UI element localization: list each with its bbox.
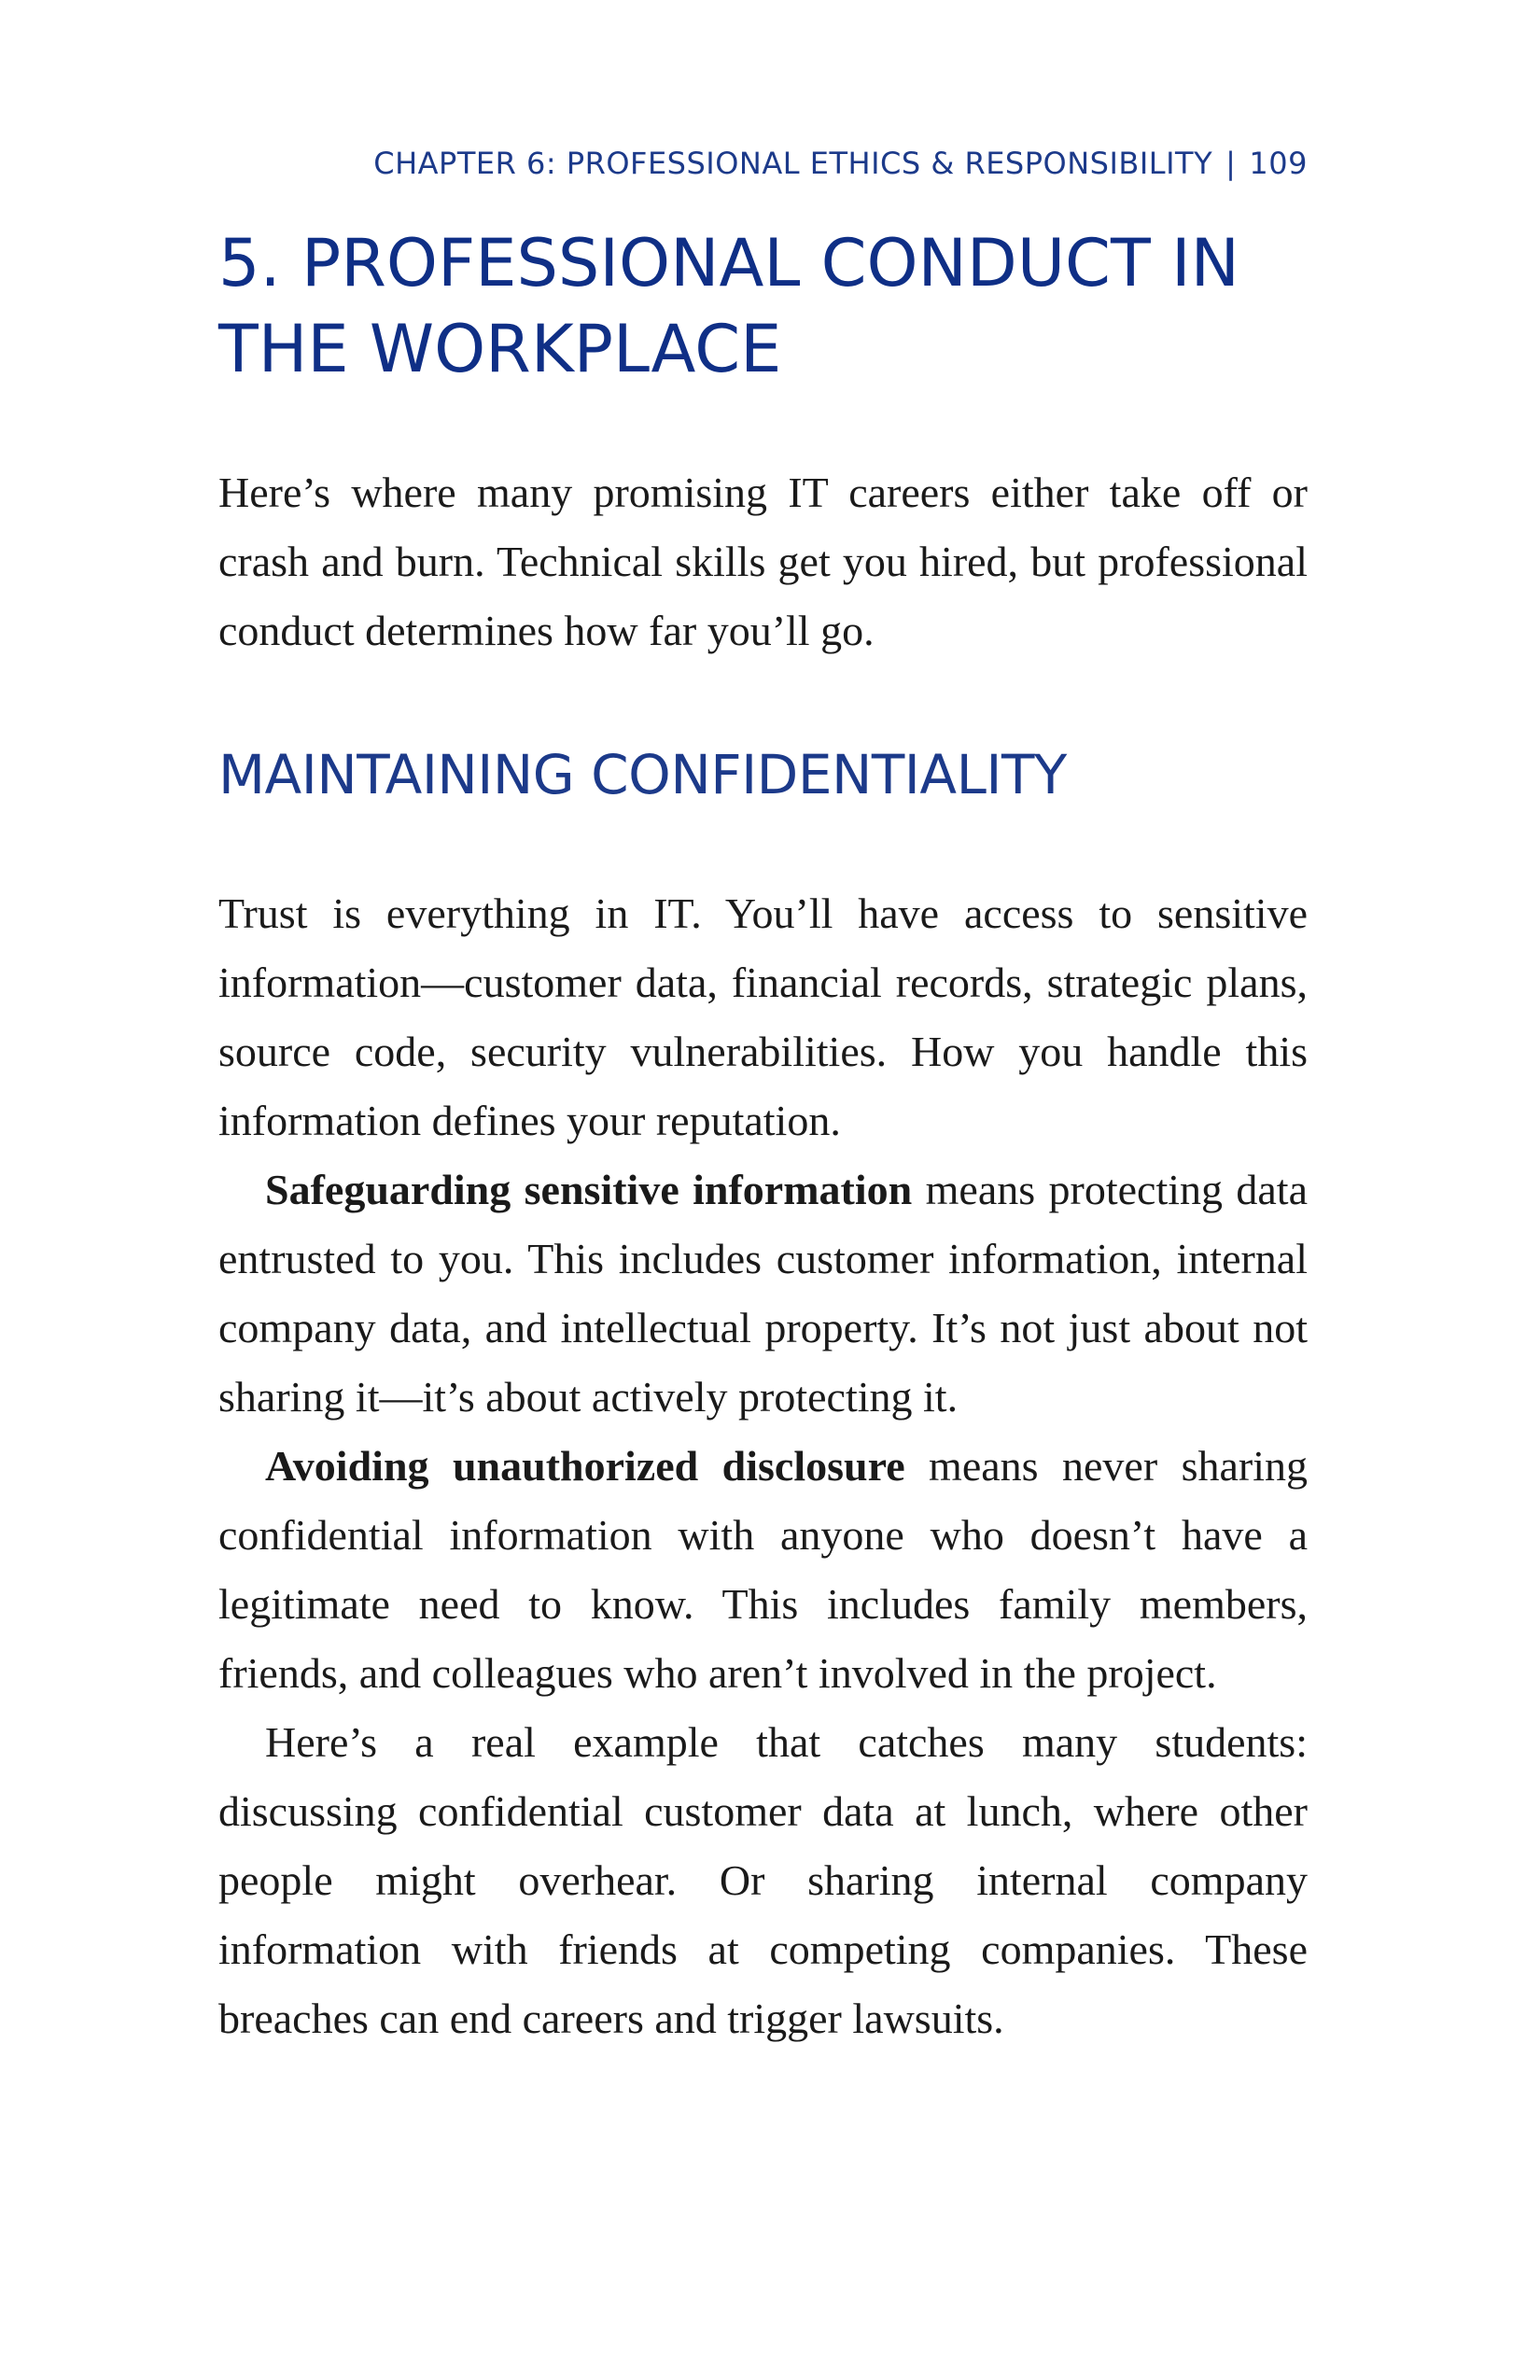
confidentiality-paragraph-4: Here’s a real example that catches many students: discussing confidential customer data at lunch, where other people might overhear. Or sharing internal company information with friends at competing companies. These breaches can end careers and trigger lawsuits. bbox=[218, 1718, 1308, 2042]
confidentiality-paragraph-2 bbox=[218, 1155, 1308, 1432]
chapter-title: 5. PROFESSIONAL CONDUCT IN THE WORKPLACE bbox=[218, 225, 1239, 387]
running-header-separator: | bbox=[1225, 146, 1237, 181]
confidentiality-paragraph-3 bbox=[218, 1432, 1308, 1708]
page-number: 109 bbox=[1249, 146, 1308, 181]
term-safeguarding: Safeguarding sensitive information bbox=[265, 1166, 913, 1213]
intro-paragraph: Here’s where many promising IT careers either take off or crash and burn. Technical skills get you hired, but professional conduct determines how far you’ll go. bbox=[218, 469, 1308, 654]
running-header-chapter: CHAPTER 6: PROFESSIONAL ETHICS & RESPONSIBILITY bbox=[373, 146, 1213, 181]
confidentiality-paragraph-1: Trust is everything in IT. You’ll have access to sensitive information—customer data, financial records, strategic plans, source code, security vulnerabilities. How you handle this information defines your reputation. bbox=[218, 889, 1308, 1144]
section-heading: MAINTAINING CONFIDENTIALITY bbox=[218, 743, 1067, 806]
running-header bbox=[218, 146, 1308, 181]
paragraph-3-text: means never sharing confidential information with anyone who doesn’t have a legitimate need to know. This includes family members, friends, and colleagues who aren’t involved in the project. bbox=[218, 1442, 1308, 1697]
term-unauthorized-disclosure: Avoiding unauthorized disclosure bbox=[265, 1442, 905, 1490]
paragraph-2-text: means protecting data entrusted to you. This includes customer information, internal company data, and intellectual property. It’s not just about not sharing it—it’s about actively protecting it. bbox=[218, 1166, 1309, 1421]
